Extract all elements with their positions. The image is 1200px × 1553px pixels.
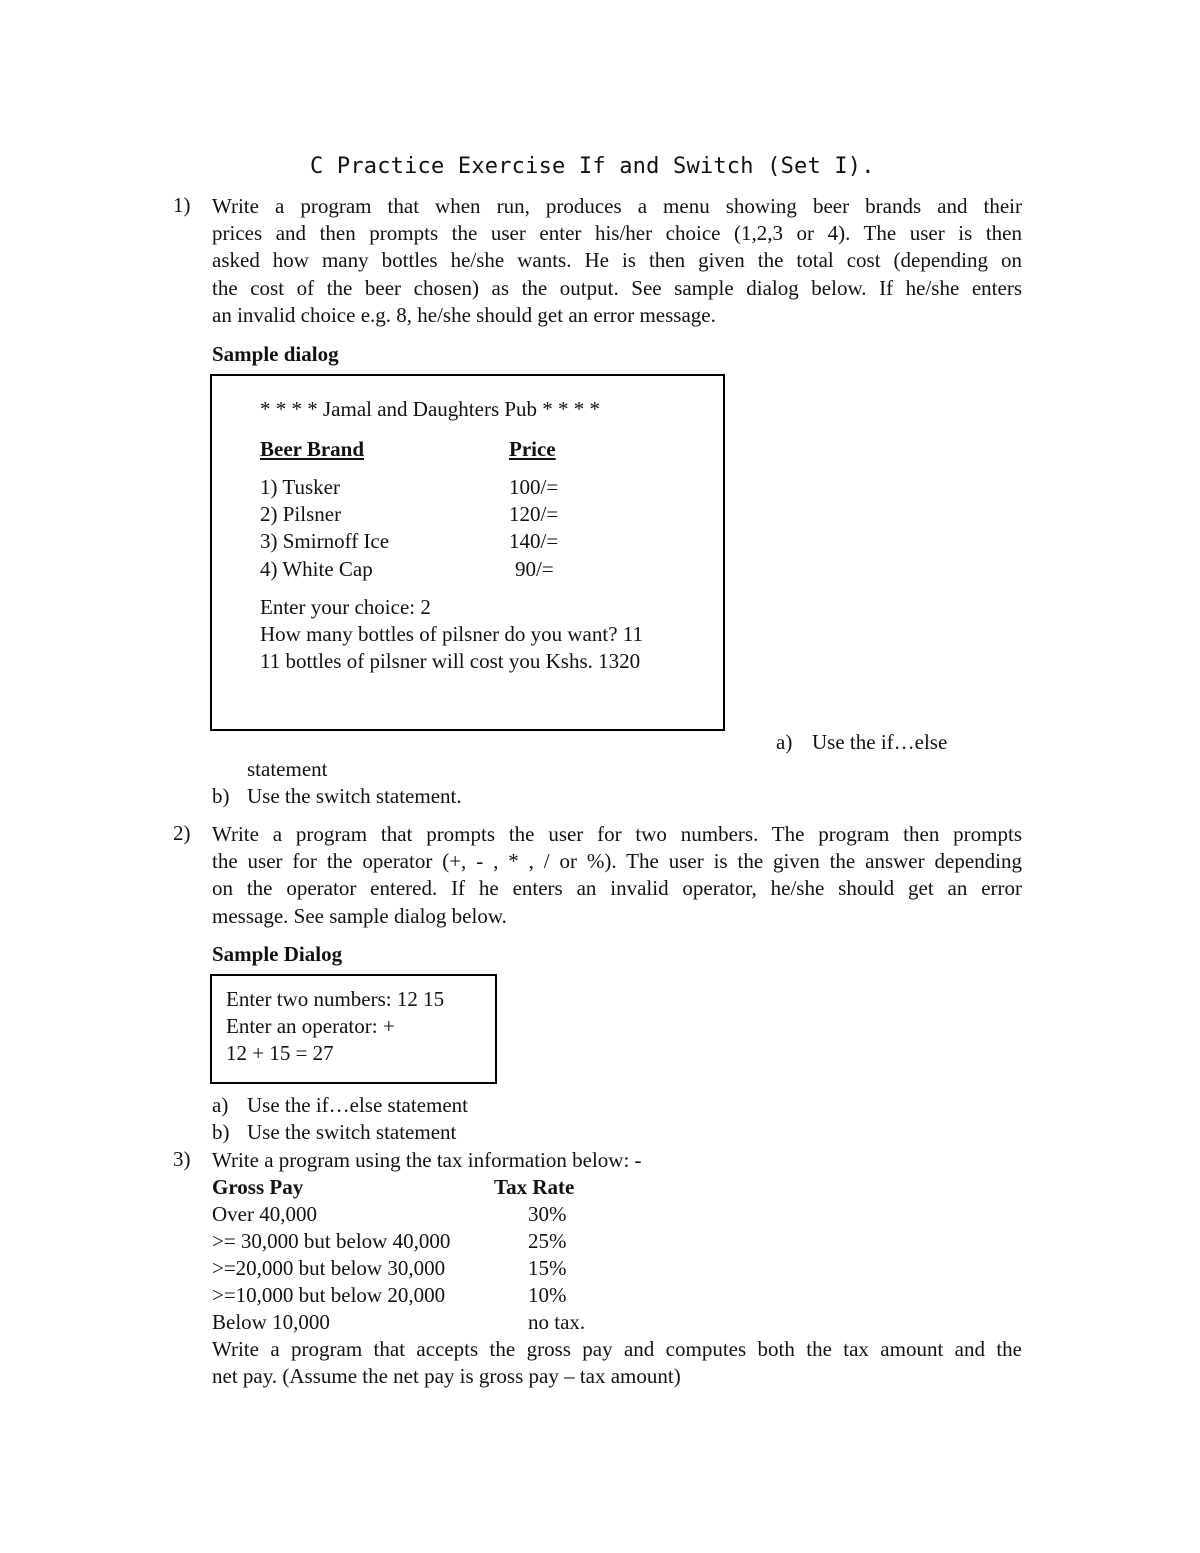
tax-row-pay: >=20,000 but below 30,000 <box>212 1256 446 1280</box>
tax-row-pay: Over 40,000 <box>212 1202 317 1226</box>
text-line: the cost of the beer chosen) as the output. See sample dialog below. If he/she enters <box>212 275 1022 300</box>
tax-row-pay: Below 10,000 <box>212 1310 330 1334</box>
sample-dialog-box <box>210 974 497 1084</box>
question-number: 2) <box>173 821 191 845</box>
column-header-brand: Beer Brand <box>260 437 365 461</box>
text-line: Write a program that when run, produces a menu showing beer brands and their <box>212 194 1022 218</box>
part-label: b) <box>212 1120 230 1144</box>
dialog-prompt: Enter your choice: 2 <box>260 595 431 619</box>
menu-item-price: 90/= <box>515 557 554 581</box>
text-line: net pay. (Assume the net pay is gross pay – tax amount) <box>212 1364 681 1389</box>
text-line: asked how many bottles he/she wants. He is then given the total cost (depending on <box>212 248 1022 273</box>
tax-row-pay: >=10,000 but below 20,000 <box>212 1283 446 1307</box>
tax-row-rate: 30% <box>528 1202 567 1226</box>
tax-row-pay: >= 30,000 but below 40,000 <box>212 1229 451 1253</box>
dialog-result: 11 bottles of pilsner will cost you Kshs. 1320 <box>260 649 641 673</box>
menu-item-price: 100/= <box>509 475 559 499</box>
menu-item-price: 140/= <box>509 529 559 553</box>
pub-title: * * * * Jamal and Daughters Pub * * * * <box>260 397 601 421</box>
question-3-closing <box>212 1336 1022 1390</box>
page-title: C Practice Exercise If and Switch (Set I). <box>310 154 875 179</box>
tax-row-rate: 15% <box>528 1256 567 1280</box>
sample-dialog-box <box>210 374 725 731</box>
question-2-text <box>212 821 1022 930</box>
text-line: on the operator entered. If he enters an invalid operator, he/she should get an error <box>212 876 1022 901</box>
tax-row-rate: 25% <box>528 1229 567 1253</box>
part-label: a) <box>776 730 793 754</box>
sample-dialog-heading: Sample dialog <box>212 342 339 366</box>
text-line: an invalid choice e.g. 8, he/she should get an error message. <box>212 302 716 327</box>
question-number: 3) <box>173 1147 191 1171</box>
part-text: Use the if…else statement <box>247 1093 469 1117</box>
menu-item-brand: 1) Tusker <box>260 475 340 499</box>
column-header-gross-pay: Gross Pay <box>212 1175 304 1199</box>
part-label: a) <box>212 1093 229 1117</box>
question-3-intro: Write a program using the tax information below: - <box>212 1148 642 1172</box>
question-1-text <box>212 193 1022 329</box>
part-text: Use the switch statement <box>247 1120 457 1144</box>
dialog-line: Enter two numbers: 12 15 <box>226 987 445 1011</box>
menu-item-price: 120/= <box>509 502 559 526</box>
sample-dialog-heading: Sample Dialog <box>212 942 343 966</box>
part-text-continued: statement <box>247 757 328 781</box>
text-line: message. See sample dialog below. <box>212 903 507 928</box>
text-line: prices and then prompts the user enter his/her choice (1,2,3 or 4). The user is then <box>212 221 1022 246</box>
column-header-tax-rate: Tax Rate <box>494 1175 575 1199</box>
tax-row-rate: no tax. <box>528 1310 586 1334</box>
part-text: Use the if…else <box>812 730 948 754</box>
text-line: Write a program that accepts the gross pay and computes both the tax amount and the <box>212 1337 1022 1361</box>
part-label: b) <box>212 784 230 808</box>
menu-item-brand: 3) Smirnoff Ice <box>260 529 390 553</box>
menu-item-brand: 4) White Cap <box>260 557 373 581</box>
dialog-line: Enter an operator: + <box>226 1014 395 1038</box>
text-line: the user for the operator (+, - , * , / or %). The user is the given the answer depending <box>212 849 1022 874</box>
text-line: Write a program that prompts the user for two numbers. The program then prompts <box>212 822 1022 846</box>
dialog-prompt: How many bottles of pilsner do you want? 11 <box>260 622 643 646</box>
column-header-price: Price <box>509 437 556 461</box>
part-text: Use the switch statement. <box>247 784 462 808</box>
tax-row-rate: 10% <box>528 1283 567 1307</box>
menu-item-brand: 2) Pilsner <box>260 502 342 526</box>
dialog-line: 12 + 15 = 27 <box>226 1041 334 1065</box>
question-number: 1) <box>173 193 191 217</box>
